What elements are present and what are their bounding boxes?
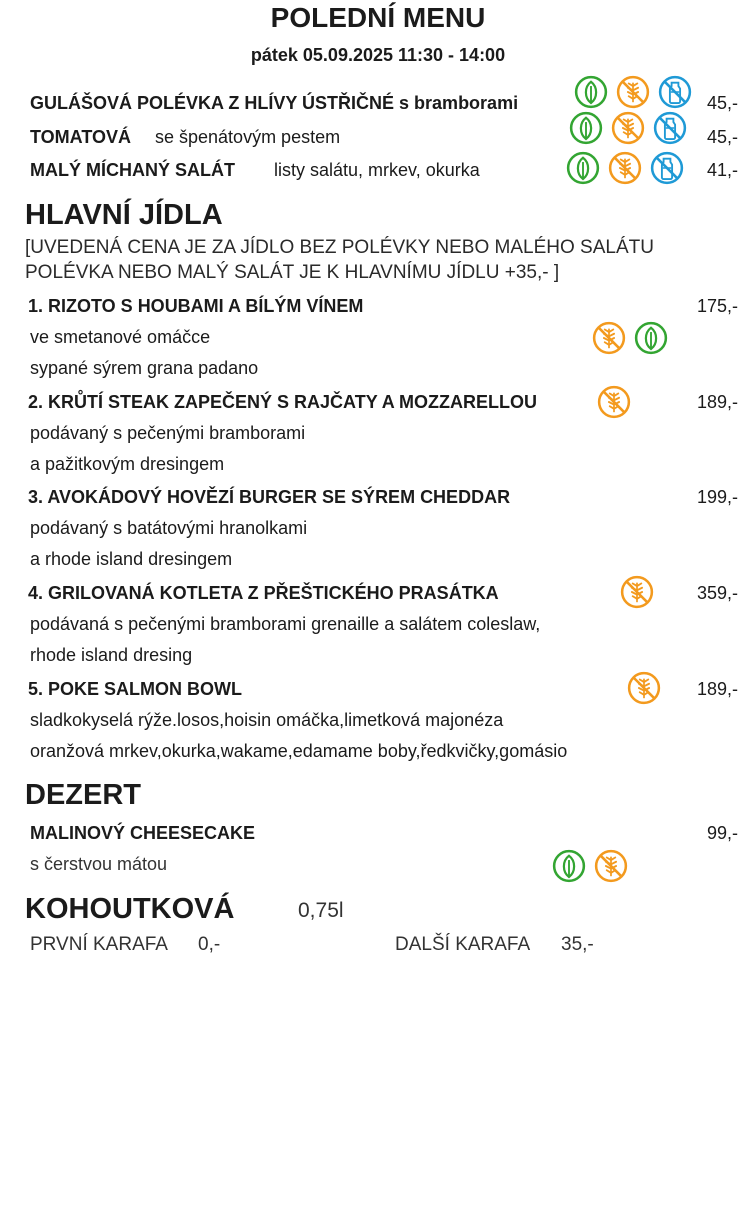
- vegetarian-icon: [552, 849, 586, 883]
- gluten-free-icon: [611, 111, 645, 145]
- gluten-free-icon: [594, 849, 628, 883]
- main-item-5-desc2: oranžová mrkev,okurka,wakame,edamame boby,ředkvičky,gomásio: [30, 741, 568, 761]
- soup-1-price: 45,-: [706, 93, 738, 113]
- main-dishes-heading: HLAVNÍ JÍDLA: [25, 199, 223, 231]
- vegetarian-icon: [566, 151, 600, 185]
- gluten-free-icon: [608, 151, 642, 185]
- main-item-5-icons: [627, 671, 661, 705]
- main-item-2-name: 2. KRŮTÍ STEAK ZAPEČENÝ S RAJČATY A MOZZARELLOU: [28, 392, 538, 412]
- main-item-2-price: 189,-: [696, 392, 738, 412]
- main-item-4-name: 4. GRILOVANÁ KOTLETA Z PŘEŠTICKÉHO PRASÁTKA: [28, 583, 499, 603]
- first-carafe-price: 0,-: [198, 934, 221, 955]
- main-item-1-price: 175,-: [696, 296, 738, 316]
- dessert-desc: s čerstvou mátou: [30, 854, 168, 874]
- main-item-2-desc2: a pažitkovým dresingem: [30, 454, 225, 474]
- main-item-1-icons: [592, 321, 668, 355]
- next-carafe-price: 35,-: [561, 934, 594, 955]
- menu-date-time: pátek 05.09.2025 11:30 - 14:00: [250, 45, 506, 65]
- soup-2-desc: se špenátovým pestem: [155, 127, 341, 147]
- tap-water-heading: KOHOUTKOVÁ: [25, 893, 235, 925]
- soup-2-price: 45,-: [706, 127, 738, 147]
- dessert-heading: DEZERT: [25, 779, 141, 811]
- soup-3-name: MALÝ MÍCHANÝ SALÁT: [30, 160, 235, 180]
- main-item-5-price: 189,-: [696, 679, 738, 699]
- gluten-free-icon: [620, 575, 654, 609]
- main-item-4-icons: [620, 575, 654, 609]
- main-item-5-name: 5. POKE SALMON BOWL: [28, 679, 243, 699]
- main-item-3-desc2: a rhode island dresingem: [30, 549, 233, 569]
- main-item-3-name: 3. AVOKÁDOVÝ HOVĚZÍ BURGER SE SÝREM CHEDDAR: [28, 487, 511, 507]
- first-carafe-label: PRVNÍ KARAFA: [30, 934, 168, 955]
- main-item-2-icons: [597, 385, 631, 419]
- vegetarian-icon: [569, 111, 603, 145]
- gluten-free-icon: [627, 671, 661, 705]
- gluten-free-icon: [592, 321, 626, 355]
- main-item-1-desc2: sypané sýrem grana padano: [30, 358, 259, 378]
- gluten-free-icon: [616, 75, 650, 109]
- soup-1-name: GULÁŠOVÁ POLÉVKA Z HLÍVY ÚSTŘIČNÉ s bramborami: [30, 93, 519, 113]
- main-item-4-desc1: podávaná s pečenými bramborami grenaille a salátem coleslaw,: [30, 614, 541, 634]
- vegetarian-icon: [574, 75, 608, 109]
- menu-title: POLEDNÍ MENU: [270, 2, 486, 33]
- main-item-2-desc1: podávaný s pečenými bramborami: [30, 423, 306, 443]
- vegetarian-icon: [634, 321, 668, 355]
- next-carafe-label: DALŠÍ KARAFA: [395, 934, 531, 955]
- main-item-4-price: 359,-: [696, 583, 738, 603]
- main-item-5-desc1: sladkokyselá rýže.losos,hoisin omáčka,limetková majonéza: [30, 710, 504, 730]
- dessert-price: 99,-: [706, 823, 738, 843]
- main-item-1-name: 1. RIZOTO S HOUBAMI A BÍLÝM VÍNEM: [28, 296, 364, 316]
- gluten-free-icon: [597, 385, 631, 419]
- tap-water-volume: 0,75l: [298, 899, 344, 922]
- main-item-3-desc1: podávaný s batátovými hranolkami: [30, 518, 308, 538]
- dessert-icons: [552, 849, 628, 883]
- main-price-note-line2: POLÉVKA NEBO MALÝ SALÁT JE K HLAVNÍMU JÍDLU +35,- ]: [25, 262, 560, 283]
- soup-2-name: TOMATOVÁ: [30, 127, 132, 147]
- main-item-3-price: 199,-: [696, 487, 738, 507]
- main-item-1-desc1: ve smetanové omáčce: [30, 327, 211, 347]
- dessert-name: MALINOVÝ CHEESECAKE: [30, 823, 256, 843]
- soup-3-desc: listy salátu, mrkev, okurka: [274, 160, 480, 180]
- main-price-note-line1: [UVEDENÁ CENA JE ZA JÍDLO BEZ POLÉVKY NEBO MALÉHO SALÁTU: [25, 237, 654, 258]
- main-item-4-desc2: rhode island dresing: [30, 645, 193, 665]
- soup-3-price: 41,-: [706, 160, 738, 180]
